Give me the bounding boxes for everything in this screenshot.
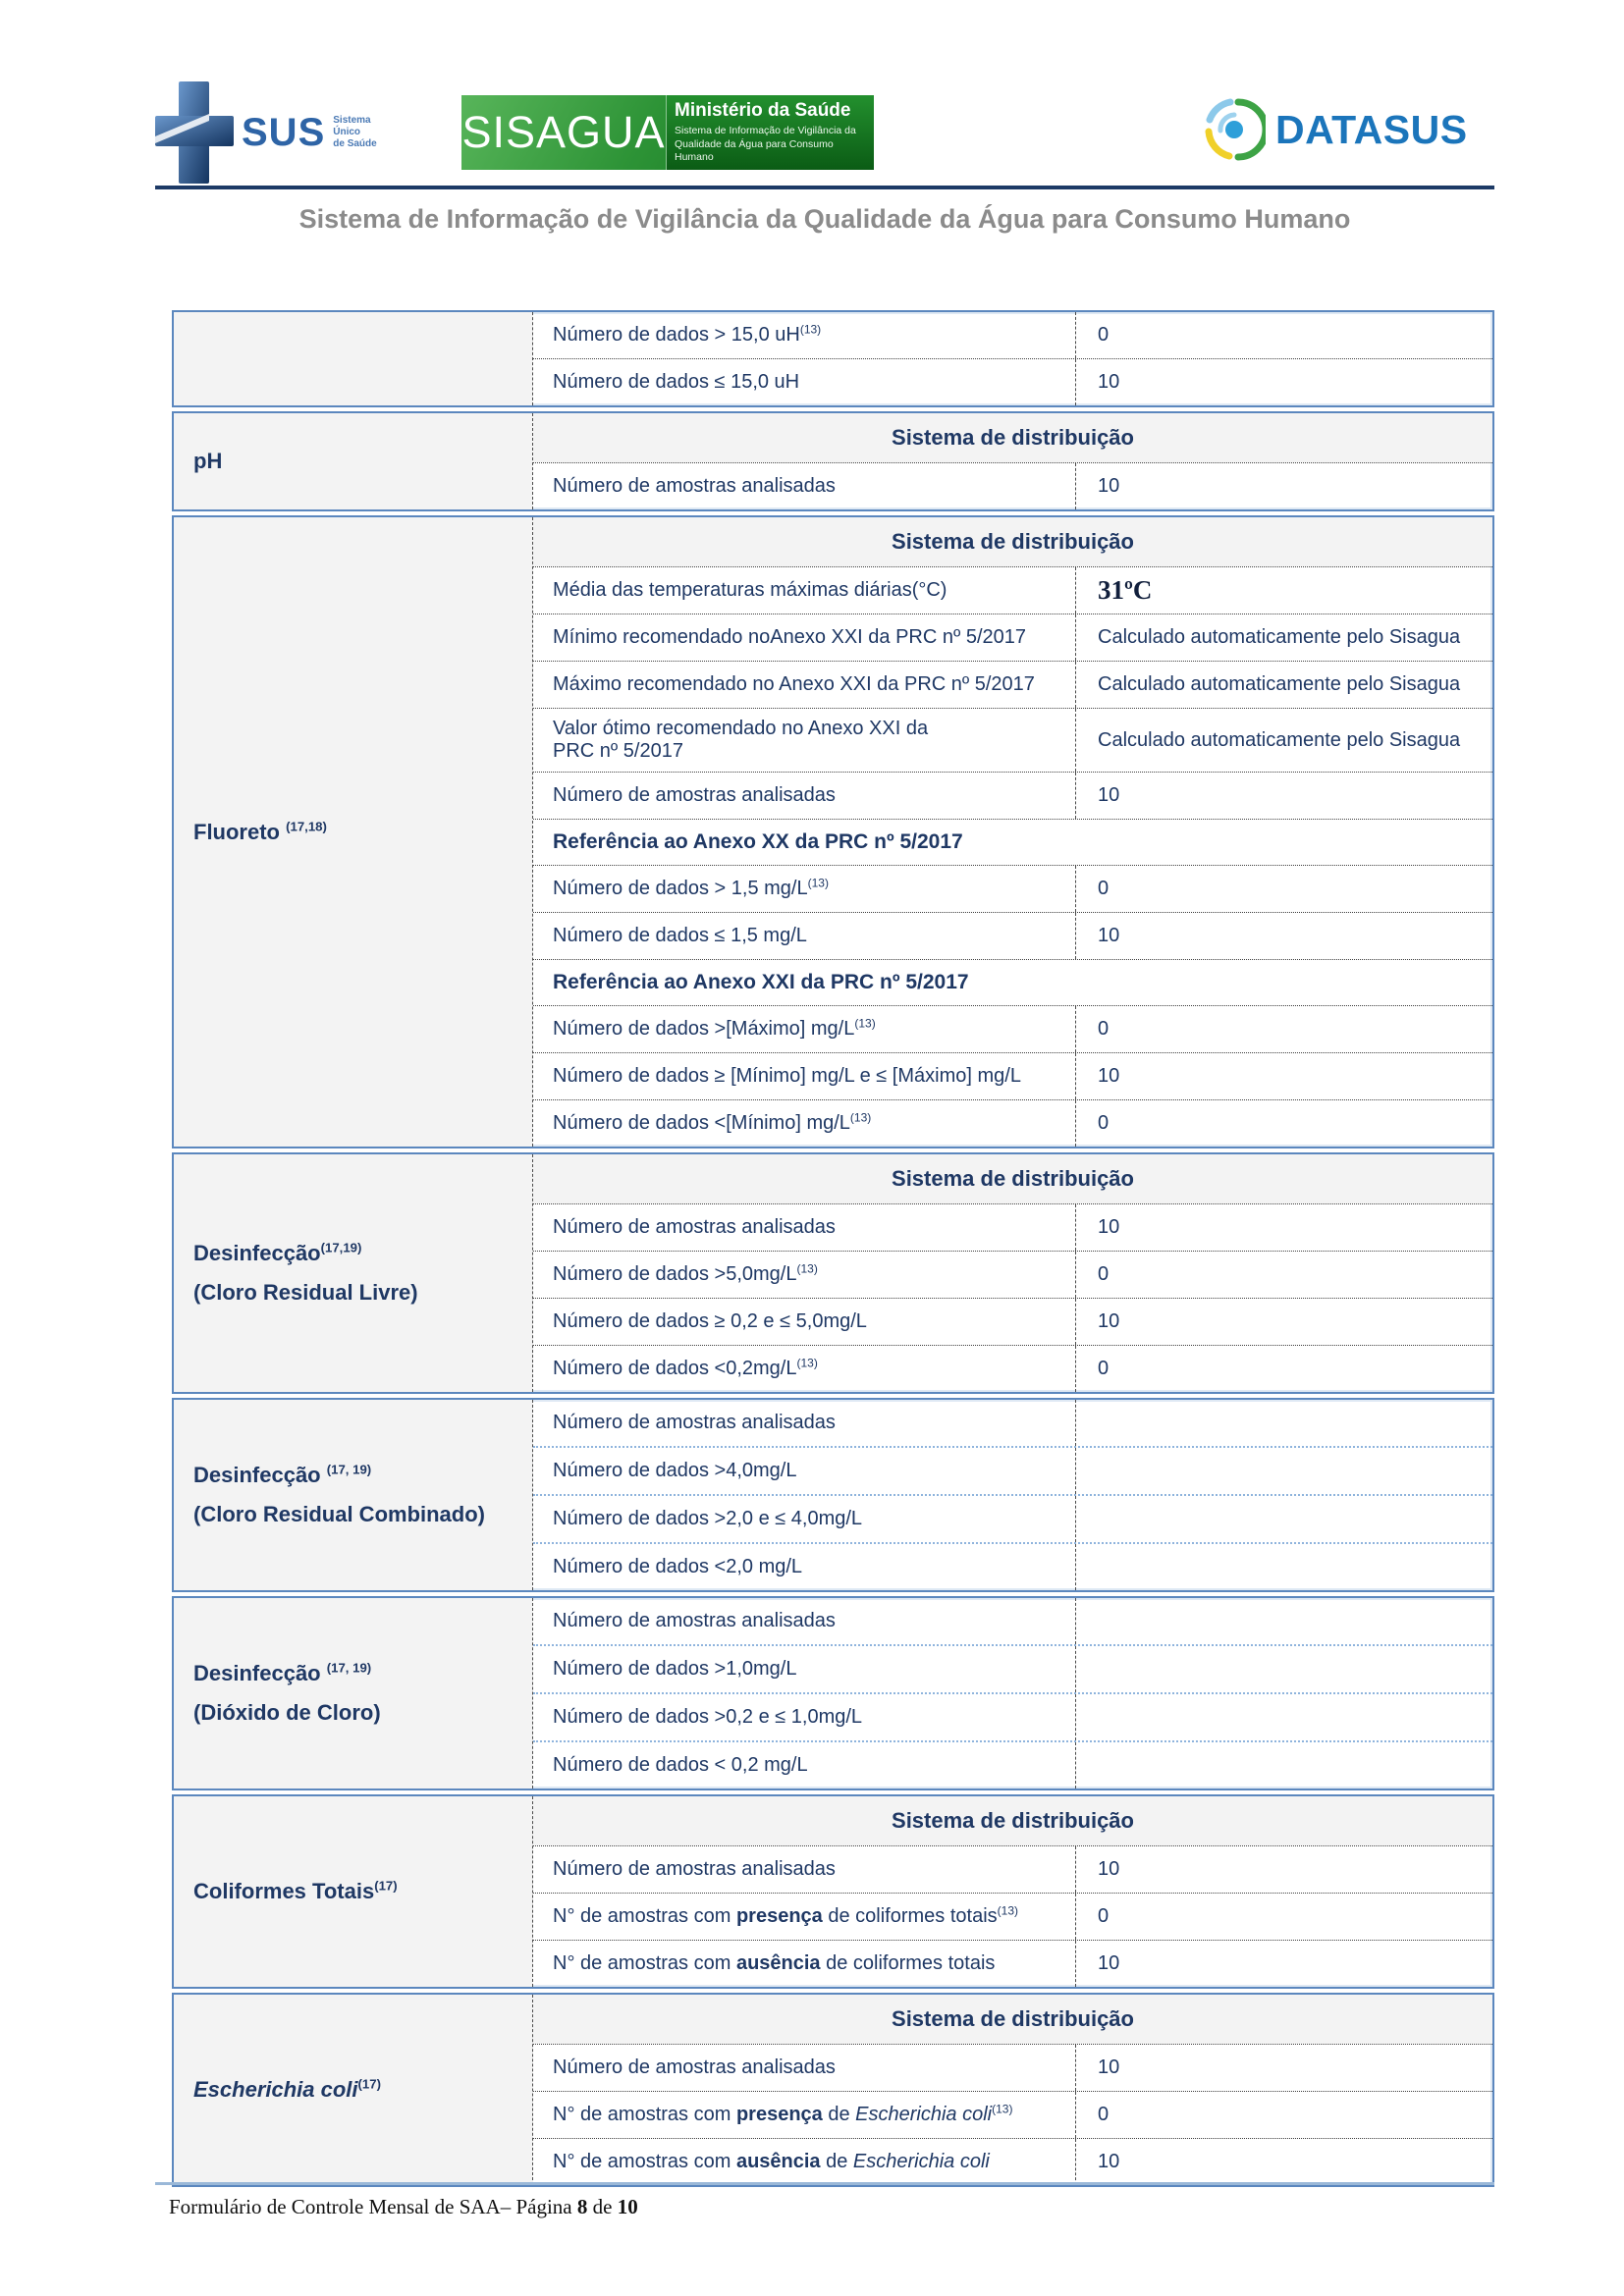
text-segment: Coliformes Totais xyxy=(193,1879,375,1904)
parameter-name-cell xyxy=(174,413,533,509)
text-segment: (13) xyxy=(849,1110,872,1125)
system-header-row xyxy=(533,1995,1492,2044)
system-header-row xyxy=(533,413,1492,462)
sus-logo xyxy=(155,81,377,184)
data-row xyxy=(533,1052,1492,1099)
row-value xyxy=(1075,1496,1492,1542)
text-segment: (Cloro Residual Combinado) xyxy=(193,1502,485,1526)
row-label xyxy=(533,1944,1075,1984)
text-segment: Número de amostras analisadas xyxy=(553,1216,836,1238)
parameter-name xyxy=(193,813,520,852)
row-value: Calculado automaticamente pelo Sisagua xyxy=(1075,709,1492,772)
data-row xyxy=(533,614,1492,661)
section-rows xyxy=(533,1796,1492,1987)
parameters-table xyxy=(172,310,1494,2187)
row-label xyxy=(533,1547,1075,1587)
footer-page-number: 8 xyxy=(576,2195,588,2218)
row-value: 10 xyxy=(1075,773,1492,819)
text-segment: (17) xyxy=(357,2076,381,2092)
page-footer xyxy=(169,2195,638,2219)
footer-separator: de xyxy=(587,2195,618,2218)
data-row xyxy=(533,1099,1492,1147)
row-value xyxy=(1075,1544,1492,1590)
reference-subheader-label: Referência ao Anexo XX da PRC nº 5/2017 xyxy=(553,830,963,853)
row-value: 10 xyxy=(1075,359,1492,405)
row-value: 10 xyxy=(1075,1846,1492,1893)
row-label xyxy=(533,362,1075,402)
row-label xyxy=(533,1403,1075,1443)
section-rows xyxy=(533,1598,1492,1789)
row-value xyxy=(1075,1400,1492,1446)
parameter-section-fluoreto xyxy=(172,515,1494,1148)
sus-subtitle xyxy=(333,115,376,150)
row-label xyxy=(533,1745,1075,1786)
text-segment: N° de amostras com xyxy=(553,2104,736,2125)
text-segment: Escherichia coli xyxy=(852,2151,990,2172)
row-label xyxy=(533,1103,1075,1144)
parameter-name xyxy=(193,1234,520,1273)
text-segment: Número de amostras analisadas xyxy=(553,1412,836,1433)
row-label xyxy=(533,1207,1075,1248)
text-segment: Número de dados ≥ [Mínimo] mg/L e ≤ [Máximo] mg/L xyxy=(553,1065,1021,1087)
parameter-name-cell xyxy=(174,312,533,405)
row-value: 10 xyxy=(1075,2139,1492,2185)
row-value: 0 xyxy=(1075,1006,1492,1052)
text-segment: presença xyxy=(735,1905,823,1927)
system-header-label: Sistema de distribuição xyxy=(892,425,1134,450)
data-row xyxy=(533,1298,1492,1345)
ministry-label: Ministério da Saúde xyxy=(675,100,851,122)
data-row xyxy=(533,1893,1492,1940)
row-value: 0 xyxy=(1075,1346,1492,1392)
system-header-label: Sistema de distribuição xyxy=(892,1808,1134,1833)
text-segment: ausência xyxy=(735,1952,821,1974)
data-row xyxy=(533,1692,1492,1740)
sus-subtitle-line: Sistema xyxy=(333,115,371,126)
row-label xyxy=(533,2095,1075,2135)
data-row xyxy=(533,1644,1492,1692)
text-segment: Número de dados <0,2mg/L xyxy=(553,1358,797,1379)
text-segment: Número de dados <2,0 mg/L xyxy=(553,1556,803,1577)
parameter-name-cell xyxy=(174,1154,533,1392)
text-segment: N° de amostras com xyxy=(553,1952,736,1974)
text-segment: Número de dados ≥ 0,2 e ≤ 5,0mg/L xyxy=(553,1310,867,1332)
data-row xyxy=(533,1005,1492,1052)
row-label xyxy=(533,869,1075,909)
system-header-row xyxy=(533,1154,1492,1203)
sisagua-subtitle-line1: Sistema de Informação de Vigilância da xyxy=(675,125,856,137)
parameter-name-cell xyxy=(174,1796,533,1987)
row-value: 10 xyxy=(1075,463,1492,509)
sus-subtitle-line: Único xyxy=(333,127,361,137)
parameter-name xyxy=(193,1654,520,1693)
row-value: 10 xyxy=(1075,913,1492,959)
text-segment: (13) xyxy=(854,1016,876,1031)
data-row xyxy=(533,708,1492,772)
data-row xyxy=(533,566,1492,614)
data-row xyxy=(533,312,1492,358)
text-segment: Número de dados >[Máximo] mg/L xyxy=(553,1018,855,1040)
text-segment: Número de dados ≤ 1,5 mg/L xyxy=(553,925,807,946)
parameter-section-coliformes-totais xyxy=(172,1794,1494,1989)
system-header-label: Sistema de distribuição xyxy=(892,529,1134,554)
text-segment: Escherichia coli xyxy=(193,2077,358,2103)
text-segment: (Cloro Residual Livre) xyxy=(193,1280,418,1305)
sus-cross-icon xyxy=(155,81,234,184)
data-row xyxy=(533,1400,1492,1446)
datasus-orbit-icon xyxy=(1203,98,1266,161)
text-segment: (17,19) xyxy=(320,1241,362,1256)
section-rows xyxy=(533,312,1492,405)
sisagua-title: SISAGUA xyxy=(461,107,666,157)
row-value xyxy=(1075,1742,1492,1789)
row-value: 10 xyxy=(1075,1941,1492,1987)
data-row xyxy=(533,1494,1492,1542)
parameter-name xyxy=(193,442,520,481)
data-row xyxy=(533,661,1492,708)
row-label xyxy=(533,2142,1075,2182)
text-segment: Desinfecção xyxy=(193,1463,327,1488)
text-segment: Número de dados >4,0mg/L xyxy=(553,1460,797,1481)
data-row xyxy=(533,772,1492,819)
row-label xyxy=(533,916,1075,956)
system-header-row xyxy=(533,517,1492,566)
row-value: 10 xyxy=(1075,1204,1492,1251)
text-segment: Número de amostras analisadas xyxy=(553,2056,836,2078)
sisagua-ministry-block xyxy=(666,95,874,170)
text-segment: Número de amostras analisadas xyxy=(553,475,836,497)
text-segment: Valor ótimo recomendado no Anexo XXI da PRC nº 5/2017 xyxy=(553,718,929,762)
row-label xyxy=(533,1255,1075,1295)
system-header-label: Sistema de distribuição xyxy=(892,2006,1134,2031)
parameter-section-desinfeccao-cloro-residual-livre xyxy=(172,1152,1494,1394)
row-label xyxy=(533,1451,1075,1491)
row-label xyxy=(533,466,1075,507)
reference-subheader-row xyxy=(533,819,1492,865)
text-segment: Número de dados > 1,5 mg/L xyxy=(553,878,808,899)
text-segment: pH xyxy=(193,449,223,474)
row-label xyxy=(533,2048,1075,2088)
data-row xyxy=(533,1740,1492,1789)
sisagua-wordmark xyxy=(461,95,666,170)
text-segment: Número de dados >0,2 e ≤ 1,0mg/L xyxy=(553,1706,863,1728)
datasus-wordmark: DATASUS xyxy=(1275,106,1468,152)
data-row xyxy=(533,912,1492,959)
row-label xyxy=(533,1302,1075,1342)
parameter-name xyxy=(193,1456,520,1495)
section-rows xyxy=(533,1995,1492,2185)
text-segment: N° de amostras com xyxy=(553,1905,736,1927)
row-value: 0 xyxy=(1075,2092,1492,2138)
data-row xyxy=(533,2091,1492,2138)
parameter-name xyxy=(193,1273,520,1312)
parameter-name-cell xyxy=(174,1598,533,1789)
reference-subheader-label: Referência ao Anexo XXI da PRC nº 5/2017 xyxy=(553,971,969,993)
text-segment: (13) xyxy=(992,2102,1013,2116)
row-value xyxy=(1075,1598,1492,1644)
row-label xyxy=(533,1697,1075,1737)
parameter-section-ph xyxy=(172,411,1494,511)
text-segment: Número de dados >2,0 e ≤ 4,0mg/L xyxy=(553,1508,863,1529)
sus-acronym: SUS xyxy=(242,110,326,154)
text-segment: presença xyxy=(735,2104,823,2125)
row-label xyxy=(533,1649,1075,1689)
parameter-section-desinfeccao-cloro-residual-combinado xyxy=(172,1398,1494,1592)
footer-total-pages: 10 xyxy=(617,2195,638,2218)
row-label xyxy=(533,1056,1075,1096)
data-row xyxy=(533,1845,1492,1893)
row-label xyxy=(533,1896,1075,1937)
text-segment: (13) xyxy=(796,1261,818,1276)
parameter-name xyxy=(193,2070,520,2109)
text-segment: Média das temperaturas máximas diárias(°C) xyxy=(553,579,947,601)
data-row xyxy=(533,2138,1492,2185)
data-row xyxy=(533,1940,1492,1987)
row-label xyxy=(533,1849,1075,1890)
row-label xyxy=(533,709,1075,772)
text-segment: Número de dados >1,0mg/L xyxy=(553,1658,797,1680)
row-value: Calculado automaticamente pelo Sisagua xyxy=(1075,662,1492,708)
text-segment: de xyxy=(822,2104,856,2125)
page-title: Sistema de Informação de Vigilância da Qualidade da Água para Consumo Humano xyxy=(298,204,1351,234)
section-rows xyxy=(533,1154,1492,1392)
text-segment: Escherichia coli xyxy=(855,2104,993,2125)
data-row xyxy=(533,1446,1492,1494)
row-label xyxy=(533,617,1075,658)
data-row xyxy=(533,1542,1492,1590)
text-segment: Fluoreto xyxy=(193,819,287,844)
header-rule xyxy=(155,186,1494,189)
text-segment: (13) xyxy=(807,876,829,890)
row-value: 0 xyxy=(1075,1100,1492,1147)
parameter-section-desinfeccao-dioxido-de-cloro xyxy=(172,1596,1494,1790)
section-rows xyxy=(533,517,1492,1147)
text-segment: (13) xyxy=(799,322,822,337)
row-value xyxy=(1075,1694,1492,1740)
row-value: 10 xyxy=(1075,2045,1492,2091)
section-rows xyxy=(533,413,1492,509)
text-segment: (17, 19) xyxy=(326,1661,372,1677)
data-row xyxy=(533,865,1492,912)
data-row xyxy=(533,462,1492,509)
data-row xyxy=(533,1203,1492,1251)
text-segment: de coliformes totais xyxy=(822,1905,998,1927)
row-label xyxy=(533,570,1075,611)
text-segment: (17,18) xyxy=(286,819,327,834)
data-row xyxy=(533,1345,1492,1392)
reference-subheader-row xyxy=(533,959,1492,1005)
text-segment: Número de dados >5,0mg/L xyxy=(553,1263,797,1285)
data-row xyxy=(533,358,1492,405)
row-value: 0 xyxy=(1075,1252,1492,1298)
text-segment: N° de amostras com xyxy=(553,2151,736,2172)
sisagua-subtitle-line2: Qualidade da Água para Consumo Humano xyxy=(675,137,834,164)
parameter-name xyxy=(193,1872,520,1911)
text-segment: de coliformes totais xyxy=(820,1952,996,1974)
parameter-section-uh-continuation xyxy=(172,310,1494,407)
text-segment: Número de amostras analisadas xyxy=(553,1610,836,1631)
text-segment: Máximo recomendado no Anexo XXI da PRC nº 5/2017 xyxy=(553,673,1035,695)
row-value xyxy=(1075,1448,1492,1494)
text-segment: (17) xyxy=(374,1878,398,1894)
text-segment: (13) xyxy=(997,1903,1018,1918)
parameter-name-cell xyxy=(174,1400,533,1590)
sus-subtitle-line: de Saúde xyxy=(333,138,377,149)
datasus-logo xyxy=(1203,98,1468,161)
row-value: 0 xyxy=(1075,312,1492,358)
row-label xyxy=(533,1349,1075,1389)
row-label xyxy=(533,315,1075,355)
parameter-section-escherichia-coli xyxy=(172,1993,1494,2187)
text-segment: (17, 19) xyxy=(326,1463,372,1478)
text-segment: Número de amostras analisadas xyxy=(553,1858,836,1880)
text-segment: Desinfecção xyxy=(193,1241,321,1266)
text-segment: Número de dados ≤ 15,0 uH xyxy=(553,371,800,393)
text-segment: de xyxy=(820,2151,853,2172)
data-row xyxy=(533,2044,1492,2091)
row-value: 0 xyxy=(1075,1894,1492,1940)
system-header-row xyxy=(533,1796,1492,1845)
text-segment: ausência xyxy=(735,2151,821,2172)
text-segment: Número de dados > 15,0 uH xyxy=(553,324,800,346)
text-segment: Desinfecção xyxy=(193,1661,327,1686)
row-label xyxy=(533,775,1075,816)
text-segment: (13) xyxy=(796,1356,818,1370)
text-segment: Número de amostras analisadas xyxy=(553,784,836,806)
row-value: Calculado automaticamente pelo Sisagua xyxy=(1075,614,1492,661)
data-row xyxy=(533,1598,1492,1644)
row-value: 31ºC xyxy=(1075,567,1492,614)
sisagua-banner xyxy=(461,95,874,170)
row-label xyxy=(533,1499,1075,1539)
footer-rule xyxy=(155,2182,1494,2185)
parameter-name-cell xyxy=(174,1995,533,2185)
text-segment: Número de dados <[Mínimo] mg/L xyxy=(553,1112,850,1134)
row-label xyxy=(533,1009,1075,1049)
row-value: 10 xyxy=(1075,1053,1492,1099)
parameter-name-cell xyxy=(174,517,533,1147)
footer-text: Formulário de Controle Mensal de SAA– Página xyxy=(169,2195,577,2218)
system-header-label: Sistema de distribuição xyxy=(892,1166,1134,1191)
data-row xyxy=(533,1251,1492,1298)
row-label xyxy=(533,665,1075,705)
row-label xyxy=(533,1601,1075,1641)
section-rows xyxy=(533,1400,1492,1590)
parameter-name xyxy=(193,1693,520,1733)
text-segment: (Dióxido de Cloro) xyxy=(193,1700,381,1725)
row-value: 0 xyxy=(1075,866,1492,912)
row-value xyxy=(1075,1646,1492,1692)
row-value: 10 xyxy=(1075,1299,1492,1345)
text-segment: Número de dados < 0,2 mg/L xyxy=(553,1754,808,1776)
text-segment: Mínimo recomendado noAnexo XXI da PRC nº 5/2017 xyxy=(553,626,1027,648)
parameter-name xyxy=(193,1495,520,1534)
